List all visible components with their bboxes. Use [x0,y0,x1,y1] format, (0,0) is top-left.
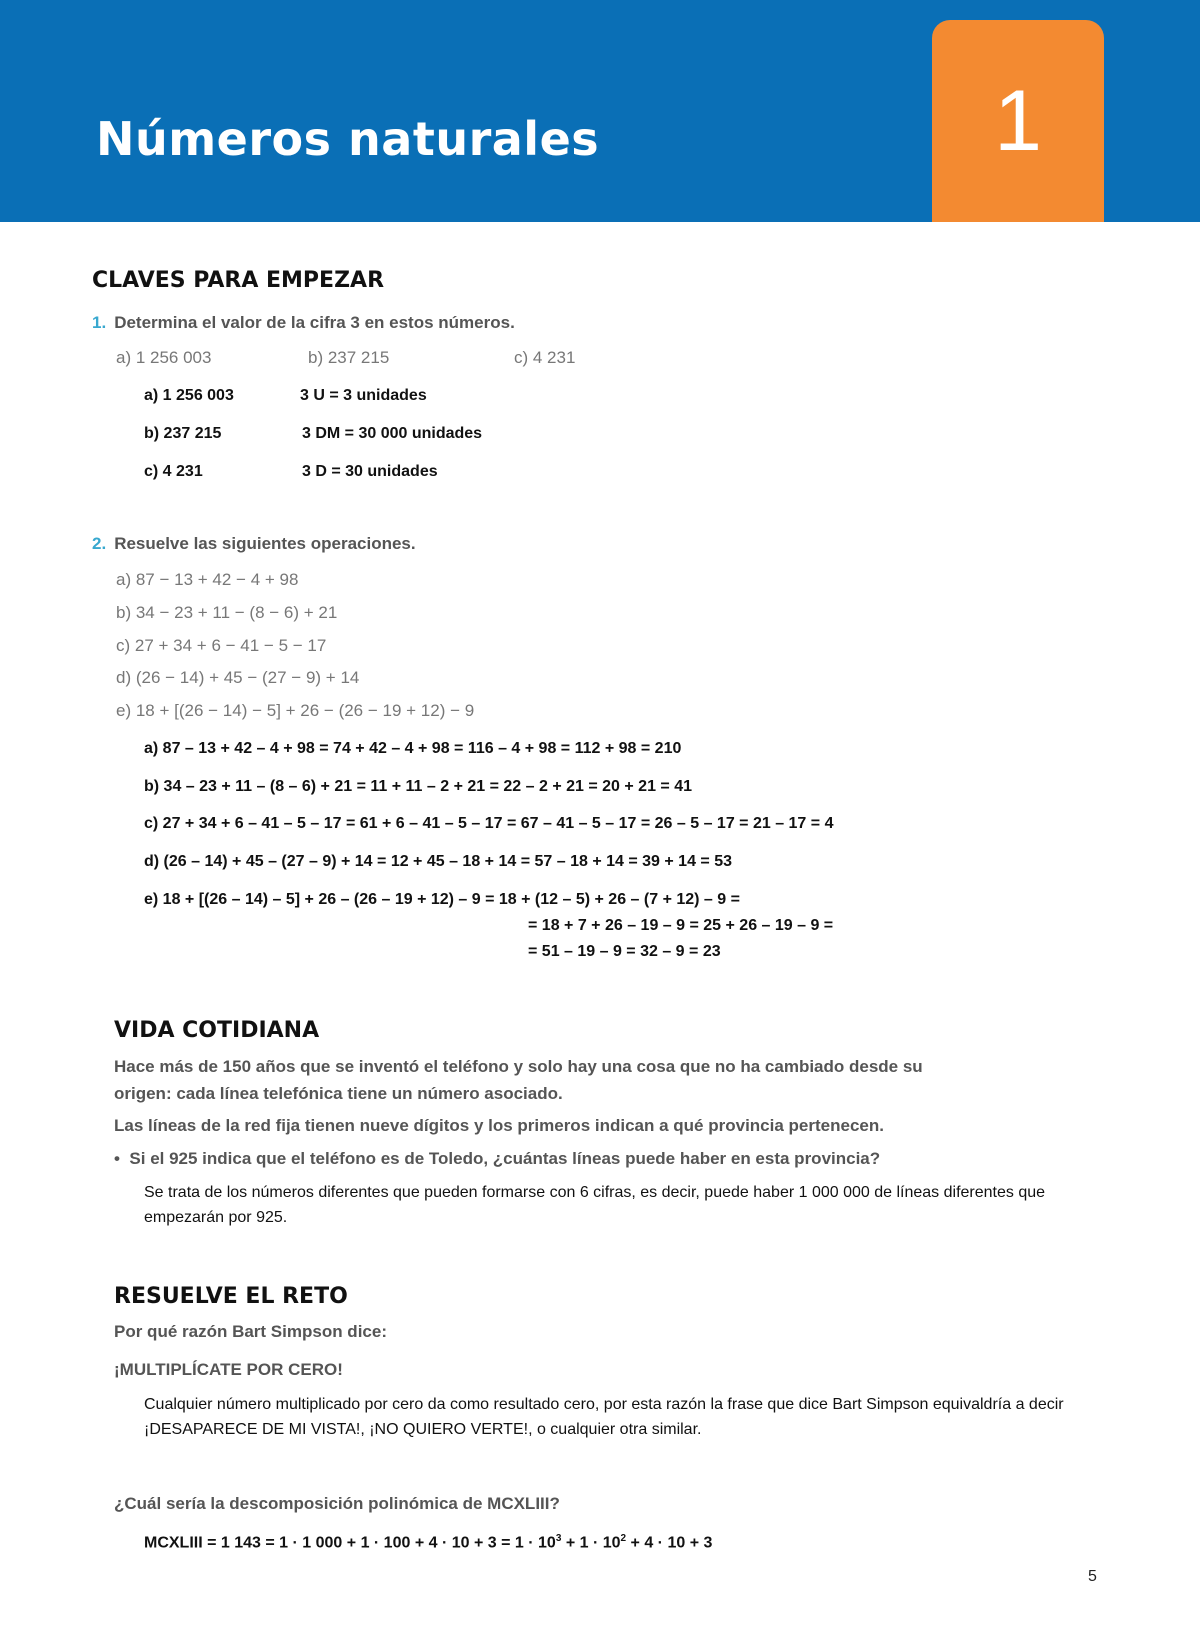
formula-part: MCXLIII = 1 143 = 1 · 1 000 + 1 · 100 + 4 · 10 + 3 = 1 · 10 [144,1534,556,1552]
bullet-icon: • [114,1149,130,1168]
chapter-number: 1 [994,73,1042,169]
paragraph: Las líneas de la red fija tienen nueve dígitos y los primeros indican a qué provincia pertenecen. [114,1116,884,1135]
answer-paragraph: Cualquier número multiplicado por cero da como resultado cero, por esta razón la frase que dice Bart Simpson equivaldría a decir ¡DESAPARECE DE MI VISTA!, ¡NO QUIERO VERTE!, o cualquier otra similar. [144,1396,1064,1438]
answer-paragraph: Se trata de los números diferentes que pueden formarse con 6 cifras, es decir, puede haber 1 000 000 de líneas diferentes que empezarán por 925. [144,1184,1046,1226]
formula-part: + 4 · 10 + 3 [626,1534,713,1552]
question-2 [92,534,416,554]
answer-line: e) 18 + [(26 – 14) – 5] + 26 – (26 – 19 + 12) – 9 = 18 + (12 – 5) + 26 – (7 + 12) – 9 = [144,891,740,908]
answer-line: = 51 – 19 – 9 = 32 – 9 = 23 [528,943,721,960]
formula-part: + 1 · 10 [561,1534,621,1552]
section-heading-claves: CLAVES PARA EMPEZAR [92,268,385,293]
answer-right: 3 D = 30 unidades [302,463,438,480]
chapter-number-box [932,20,1104,222]
option: b) 237 215 [308,348,390,367]
answer-formula [144,1533,712,1552]
section-heading-vida: VIDA COTIDIANA [114,1018,320,1043]
chapter-header [0,0,1200,222]
answer-right: 3 DM = 30 000 unidades [302,425,483,442]
question-text: ¿Cuál sería la descomposición polinómica de MCXLIII? [114,1494,560,1513]
answer-left: b) 237 215 [144,425,222,442]
answer-line: = 18 + 7 + 26 – 19 – 9 = 25 + 26 – 19 – 9 = [528,917,834,934]
question-number: 1. [92,313,107,332]
exponent: 2 [620,1533,627,1544]
question-number: 2. [92,534,107,553]
answer-line: b) 34 – 23 + 11 – (8 – 6) + 21 = 11 + 11 – 2 + 21 = 22 – 2 + 21 = 20 + 21 = 41 [144,778,692,795]
option: c) 4 231 [514,348,576,367]
exponent: 3 [555,1533,562,1544]
option: d) (26 − 14) + 45 − (27 − 9) + 14 [116,668,360,687]
option: a) 87 − 13 + 42 − 4 + 98 [116,570,299,589]
chapter-title: Números naturales [96,112,600,166]
option: c) 27 + 34 + 6 − 41 − 5 − 17 [116,636,327,655]
question-text: Por qué razón Bart Simpson dice: [114,1322,387,1341]
paragraph: Hace más de 150 años que se inventó el teléfono y solo hay una cosa que no ha cambiado desde su origen: cada línea telefónica tiene un número asociado. [114,1057,923,1103]
bullet-item [114,1145,994,1172]
option: b) 34 − 23 + 11 − (8 − 6) + 21 [116,603,338,622]
option: e) 18 + [(26 − 14) − 5] + 26 − (26 − 19 + 12) − 9 [116,701,475,720]
answer-line: d) (26 – 14) + 45 – (27 – 9) + 14 = 12 + 45 – 18 + 14 = 57 – 18 + 14 = 39 + 14 = 53 [144,853,732,870]
answer-left: c) 4 231 [144,463,203,480]
question-text: Resuelve las siguientes operaciones. [114,534,416,553]
answer-line: a) 87 – 13 + 42 – 4 + 98 = 74 + 42 – 4 + 98 = 116 – 4 + 98 = 112 + 98 = 210 [144,740,682,757]
question-1 [92,313,515,333]
question-text: Determina el valor de la cifra 3 en estos números. [114,313,515,332]
option: a) 1 256 003 [116,348,212,367]
answer-line: c) 27 + 34 + 6 – 41 – 5 – 17 = 61 + 6 – 41 – 5 – 17 = 67 – 41 – 5 – 17 = 26 – 5 – 17 = 21 – 17 = 4 [144,815,834,832]
quote-text: ¡MULTIPLÍCATE POR CERO! [114,1360,343,1379]
bullet-text: Si el 925 indica que el teléfono es de Toledo, ¿cuántas líneas puede haber en esta provincia? [129,1149,881,1168]
section-heading-reto: RESUELVE EL RETO [114,1284,348,1309]
page-number: 5 [1088,1568,1097,1585]
answer-right: 3 U = 3 unidades [300,387,427,404]
answer-left: a) 1 256 003 [144,387,234,404]
